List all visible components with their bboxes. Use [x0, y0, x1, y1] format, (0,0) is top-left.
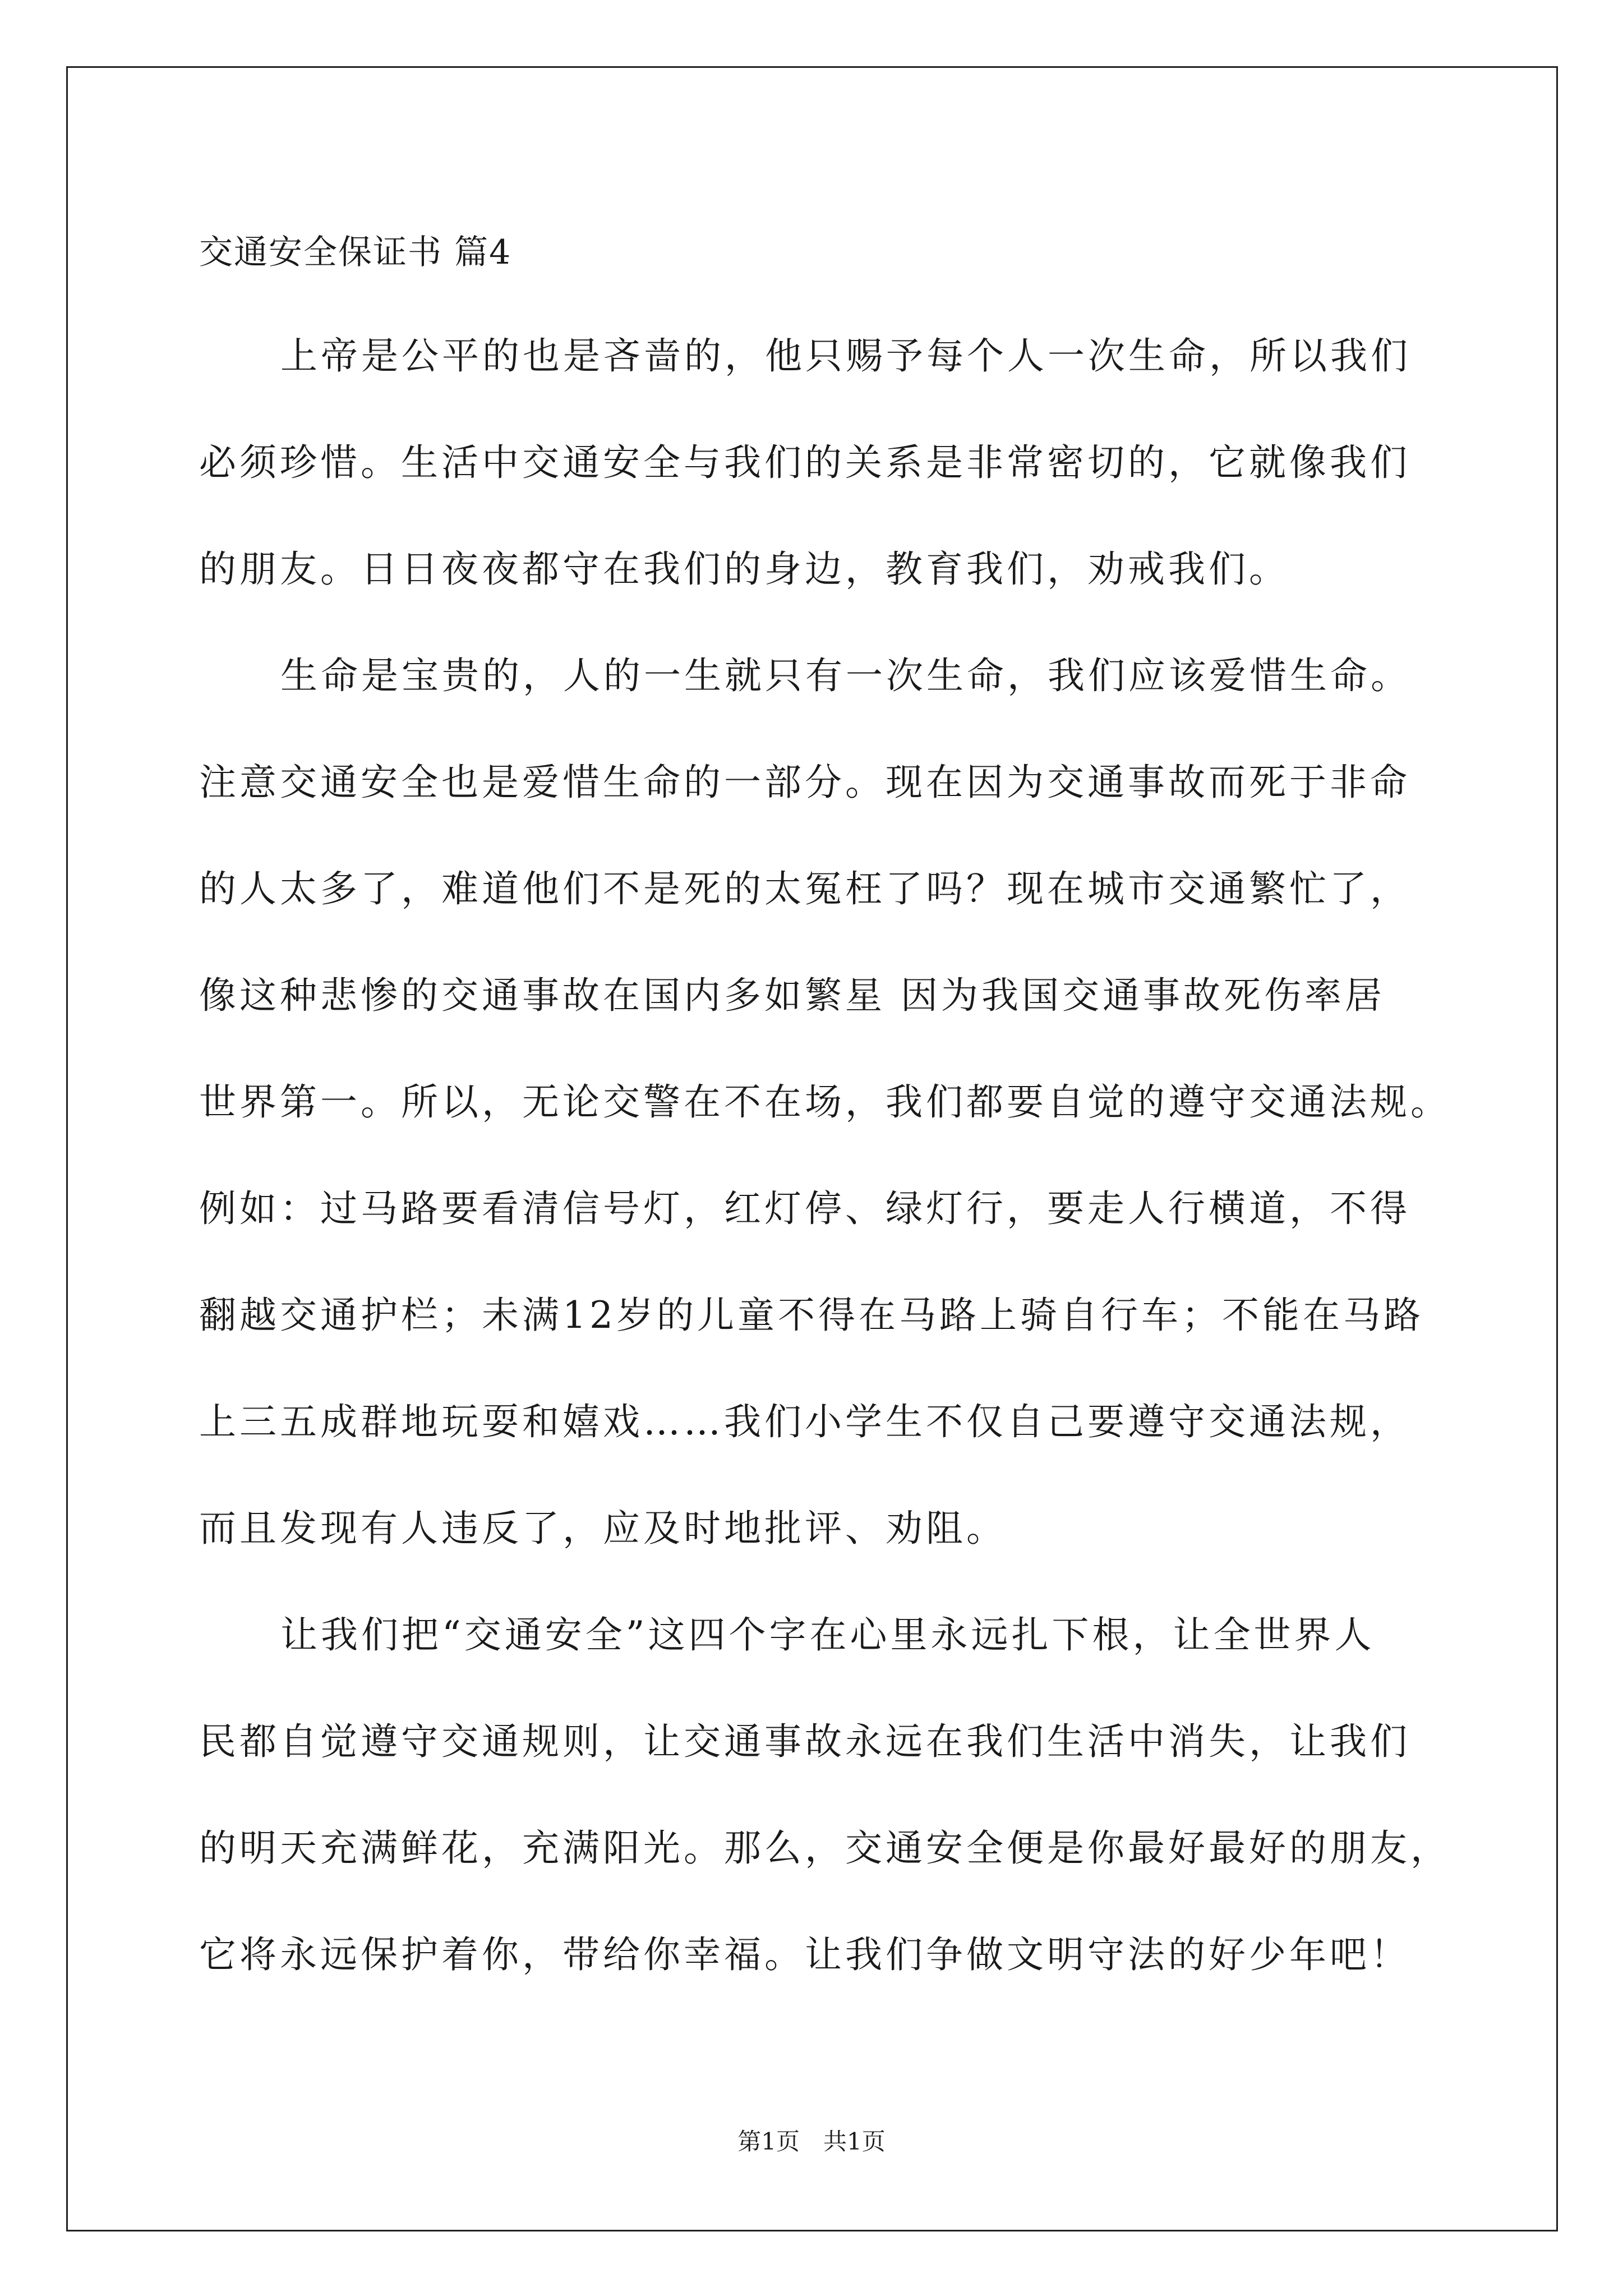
paragraph-2-line-8: 上三五成群地玩耍和嬉戏……我们小学生不仅自己要遵守交通法规，	[199, 1400, 1410, 1443]
paragraph-2-line-6: 例如：过马路要看清信号灯，红灯停、绿灯行，要走人行横道，不得	[199, 1187, 1410, 1230]
paragraph-2-line-5: 世界第一。所以，无论交警在不在场，我们都要自觉的遵守交通法规。	[199, 1080, 1451, 1124]
paragraph-1-line-1: 上帝是公平的也是吝啬的，他只赐予每个人一次生命，所以我们	[280, 334, 1411, 378]
paragraph-3-line-1: 让我们把“交通安全”这四个字在心里永远扎下根，让全世界人	[280, 1613, 1375, 1657]
page-border	[66, 66, 1558, 2231]
paragraph-2-line-3: 的人太多了，难道他们不是死的太冤枉了吗？现在城市交通繁忙了，	[199, 867, 1410, 910]
paragraph-2-line-9: 而且发现有人违反了，应及时地批评、劝阻。	[199, 1507, 1007, 1550]
paragraph-3-line-4: 它将永远保护着你，带给你幸福。让我们争做文明守法的好少年吧！	[199, 1933, 1410, 1976]
paragraph-2-line-1: 生命是宝贵的，人的一生就只有一次生命，我们应该爱惜生命。	[280, 654, 1411, 697]
paragraph-2-line-4: 像这种悲惨的交通事故在国内多如繁星 因为我国交通事故死伤率居	[199, 974, 1385, 1017]
paragraph-1-line-3: 的朋友。日日夜夜都守在我们的身边，教育我们，劝戒我们。	[199, 547, 1289, 591]
paragraph-2-line-7: 翻越交通护栏；未满12岁的儿童不得在马路上骑自行车；不能在马路	[199, 1294, 1424, 1337]
paragraph-1-line-2: 必须珍惜。生活中交通安全与我们的关系是非常密切的，它就像我们	[199, 441, 1410, 484]
document-title: 交通安全保证书 篇4	[199, 233, 512, 272]
paragraph-3-line-2: 民都自觉遵守交通规则，让交通事故永远在我们生活中消失，让我们	[199, 1720, 1410, 1763]
paragraph-2-line-2: 注意交通安全也是爱惜生命的一部分。现在因为交通事故而死于非命	[199, 761, 1410, 804]
paragraph-3-line-3: 的明天充满鲜花，充满阳光。那么，交通安全便是你最好最好的朋友，	[199, 1826, 1451, 1870]
page-footer: 第1页 共1页	[737, 2128, 886, 2155]
